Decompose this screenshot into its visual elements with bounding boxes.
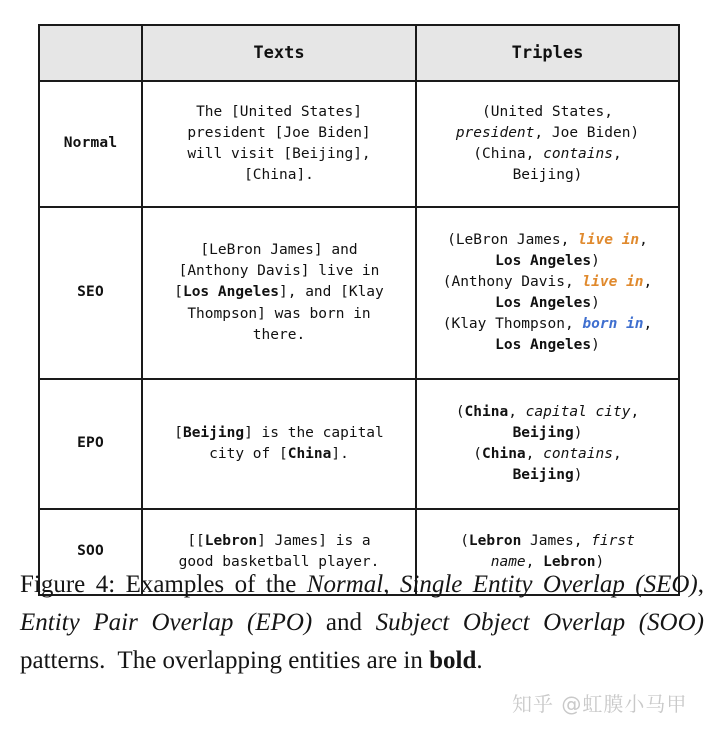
table-row [39, 207, 679, 379]
text-line: Thompson] was born in [187, 305, 371, 322]
text-line: good basketball player. [178, 554, 380, 570]
pattern-label-seo: SEO [39, 207, 142, 379]
table-header [39, 25, 679, 81]
text-line: [Anthony Davis] live in [178, 263, 380, 280]
text-line: [[Lebron] James] is a [187, 532, 371, 549]
text-cell-seo [142, 207, 416, 379]
column-header-triples: Triples [416, 25, 679, 81]
triple-line: (China, capital city, [455, 403, 640, 420]
triple-line: (LeBron James, live in, [447, 231, 648, 248]
caption-segment-epo: Entity Pair Overlap (EPO) [20, 609, 313, 636]
caption-segment-normal: Normal [306, 571, 384, 598]
triple-line: Los Angeles) [495, 337, 600, 354]
triple-line: Los Angeles) [495, 252, 600, 269]
triple-line: (United States, [482, 103, 613, 120]
triple-line: (China, contains, [473, 446, 622, 462]
figure-caption [20, 566, 704, 680]
text-line: [Los Angeles], and [Klay [174, 284, 384, 301]
column-header-blank [39, 25, 142, 81]
pattern-label-epo: EPO [39, 379, 142, 509]
text-line: there. [252, 326, 306, 343]
pattern-label-normal: Normal [39, 81, 142, 207]
triple-line: Los Angeles) [495, 295, 600, 311]
table-header-row [39, 25, 679, 81]
triples-cell-normal [416, 81, 679, 207]
triple-line: Beijing) [512, 424, 583, 441]
table-body [39, 81, 679, 595]
text-line: [LeBron James] and [200, 242, 358, 259]
watermark: 知乎 @虹膜小马甲 [512, 692, 688, 716]
triple-line: (Lebron James, first [460, 532, 635, 549]
triples-cell-seo [416, 207, 679, 379]
text-line: [China]. [244, 167, 314, 184]
table-row [39, 81, 679, 207]
text-line: president [Joe Biden] [187, 124, 371, 141]
table-row [39, 379, 679, 509]
text-line: will visit [Beijing], [187, 146, 371, 162]
caption-segment-bold: bold [429, 647, 477, 674]
text-cell-epo [142, 379, 416, 509]
triple-line: (Anthony Davis, live in, [442, 273, 653, 290]
text-cell-normal [142, 81, 416, 207]
caption-segment: . [476, 647, 483, 674]
text-line: [Beijing] is the capital [174, 424, 384, 441]
caption-segment-seo: Single Entity Overlap (SEO) [399, 571, 698, 598]
triple-line: Beijing) [512, 467, 583, 484]
pattern-table [38, 24, 680, 596]
pattern-label-soo: SOO [39, 509, 142, 595]
caption-segment: patterns. The overlapping entities are in [20, 647, 430, 674]
triple-line: (China, contains, [473, 146, 622, 162]
caption-segment: Figure 4: Examples of the [20, 571, 307, 598]
text-line: city of [China]. [209, 446, 349, 462]
caption-segment: , [697, 571, 705, 598]
caption-segment: and [312, 609, 376, 636]
column-header-texts: Texts [142, 25, 416, 81]
triple-line: president, Joe Biden) [455, 124, 640, 141]
triple-line: Beijing) [512, 167, 583, 184]
triples-cell-epo [416, 379, 679, 509]
caption-segment: , [383, 571, 400, 598]
triple-line: (Klay Thompson, born in, [442, 316, 653, 333]
caption-segment-soo: Subject Object Overlap (SOO) [375, 609, 704, 636]
pattern-table-container [38, 24, 678, 596]
triple-line: name, Lebron) [490, 554, 605, 570]
text-line: The [United States] [196, 103, 362, 120]
